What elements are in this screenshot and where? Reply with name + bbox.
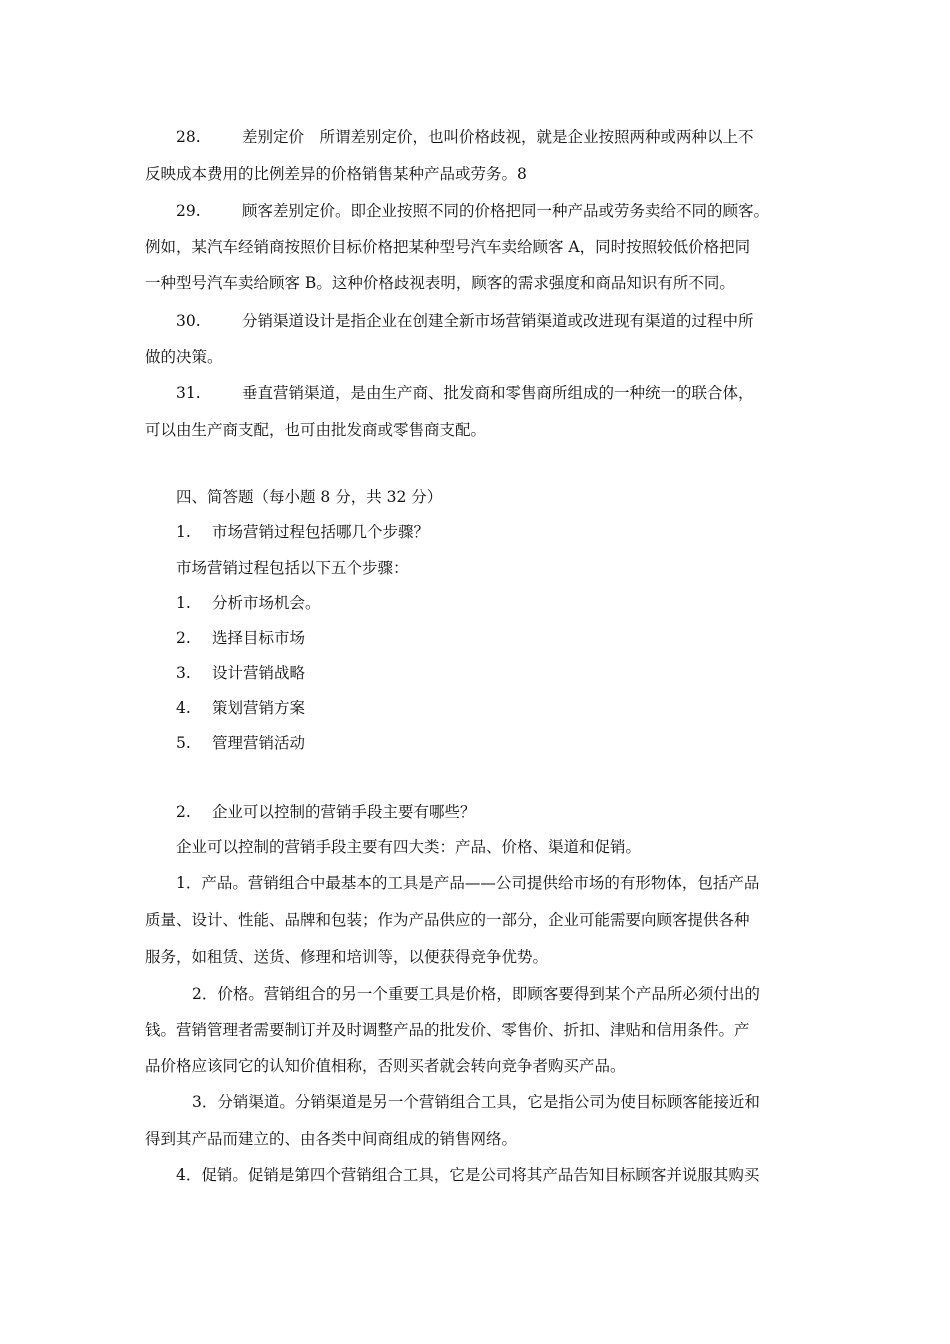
question-number: 2. — [176, 803, 191, 821]
step-text: 分析市场机会。 — [212, 594, 321, 612]
definition-29-line-2: 例如，某汽车经销商按照价目标价格把某种型号汽车卖给顾客 A，同时按照较低价格把同 — [145, 238, 751, 256]
step-number: 4. — [176, 699, 191, 717]
question-text: 企业可以控制的营销手段主要有哪些？ — [212, 803, 476, 821]
answer-paragraph-line: 服务，如租赁、送货、修理和培训等，以便获得竞争优势。 — [145, 948, 549, 966]
answer-paragraph-line: 3．分销渠道。分销渠道是另一个营销组合工具，它是指公司为使目标顾客能接近和 — [192, 1093, 760, 1111]
answer-paragraph-line: 质量、设计、性能、品牌和包装；作为产品供应的一部分，企业可能需要向顾客提供各种 — [145, 911, 750, 929]
definition-29-line-3: 一种型号汽车卖给顾客 B。这种价格歧视表明，顾客的需求强度和商品知识有所不同。 — [145, 274, 735, 292]
step-text: 策划营销方案 — [212, 699, 306, 717]
question-1 — [176, 521, 429, 543]
answer-1-intro: 市场营销过程包括以下五个步骤： — [176, 559, 409, 577]
step-text: 管理营销活动 — [212, 734, 306, 752]
definition-number: 29. — [176, 202, 201, 220]
step-item — [176, 627, 305, 649]
step-number: 2. — [176, 629, 191, 647]
definition-28-line-1 — [176, 126, 754, 148]
answer-paragraph-line: 4．促销。促销是第四个营销组合工具，它是公司将其产品告知目标顾客并说服其购买 — [176, 1166, 760, 1184]
step-text: 选择目标市场 — [212, 629, 306, 647]
definition-text: 分销渠道设计是指企业在创建全新市场营销渠道或改进现有渠道的过程中所 — [242, 312, 754, 330]
definition-29-line-1 — [176, 200, 769, 222]
question-2 — [176, 801, 476, 823]
answer-paragraph-line: 钱。营销管理者需要制订并及时调整产品的批发价、零售价、折扣、津贴和信用条件。产 — [145, 1021, 750, 1039]
definition-number: 28. — [176, 128, 201, 146]
definition-30-line-1 — [176, 310, 754, 332]
definition-28-line-2: 反映成本费用的比例差异的价格销售某种产品或劳务。8 — [145, 165, 527, 183]
question-number: 1. — [176, 523, 191, 541]
answer-paragraph-line: 得到其产品而建立的、由各类中间商组成的销售网络。 — [145, 1130, 518, 1148]
step-item — [176, 732, 305, 754]
definition-31-line-1 — [176, 382, 754, 404]
definition-text: 顾客差别定价。即企业按照不同的价格把同一种产品或劳务卖给不同的顾客。 — [242, 202, 770, 220]
answer-paragraph-line: 1．产品。营销组合中最基本的工具是产品——公司提供给市场的有形物体，包括产品 — [176, 874, 760, 892]
definition-text: 差别定价 所谓差别定价，也叫价格歧视，就是企业按照两种或两种以上不 — [242, 128, 754, 146]
step-item — [176, 697, 305, 719]
section-heading: 四、简答题（每小题 8 分，共 32 分） — [176, 488, 443, 506]
answer-paragraph-line: 2．价格。营销组合的另一个重要工具是价格，即顾客要得到某个产品所必须付出的 — [192, 985, 760, 1003]
question-text: 市场营销过程包括哪几个步骤？ — [212, 523, 430, 541]
answer-2-intro: 企业可以控制的营销手段主要有四大类：产品、价格、渠道和促销。 — [176, 838, 642, 856]
step-text: 设计营销战略 — [212, 664, 306, 682]
definition-text: 垂直营销渠道，是由生产商、批发商和零售商所组成的一种统一的联合体， — [242, 384, 754, 402]
step-number: 5. — [176, 734, 191, 752]
step-item — [176, 662, 305, 684]
definition-number: 31. — [176, 384, 201, 402]
step-item — [176, 592, 321, 614]
step-number: 1. — [176, 594, 191, 612]
answer-paragraph-line: 品价格应该同它的认知价值相称，否则买者就会转向竞争者购买产品。 — [145, 1057, 626, 1075]
definition-number: 30. — [176, 312, 201, 330]
definition-30-line-2: 做的决策。 — [145, 348, 223, 366]
step-number: 3. — [176, 664, 191, 682]
definition-31-line-2: 可以由生产商支配，也可由批发商或零售商支配。 — [145, 421, 487, 439]
